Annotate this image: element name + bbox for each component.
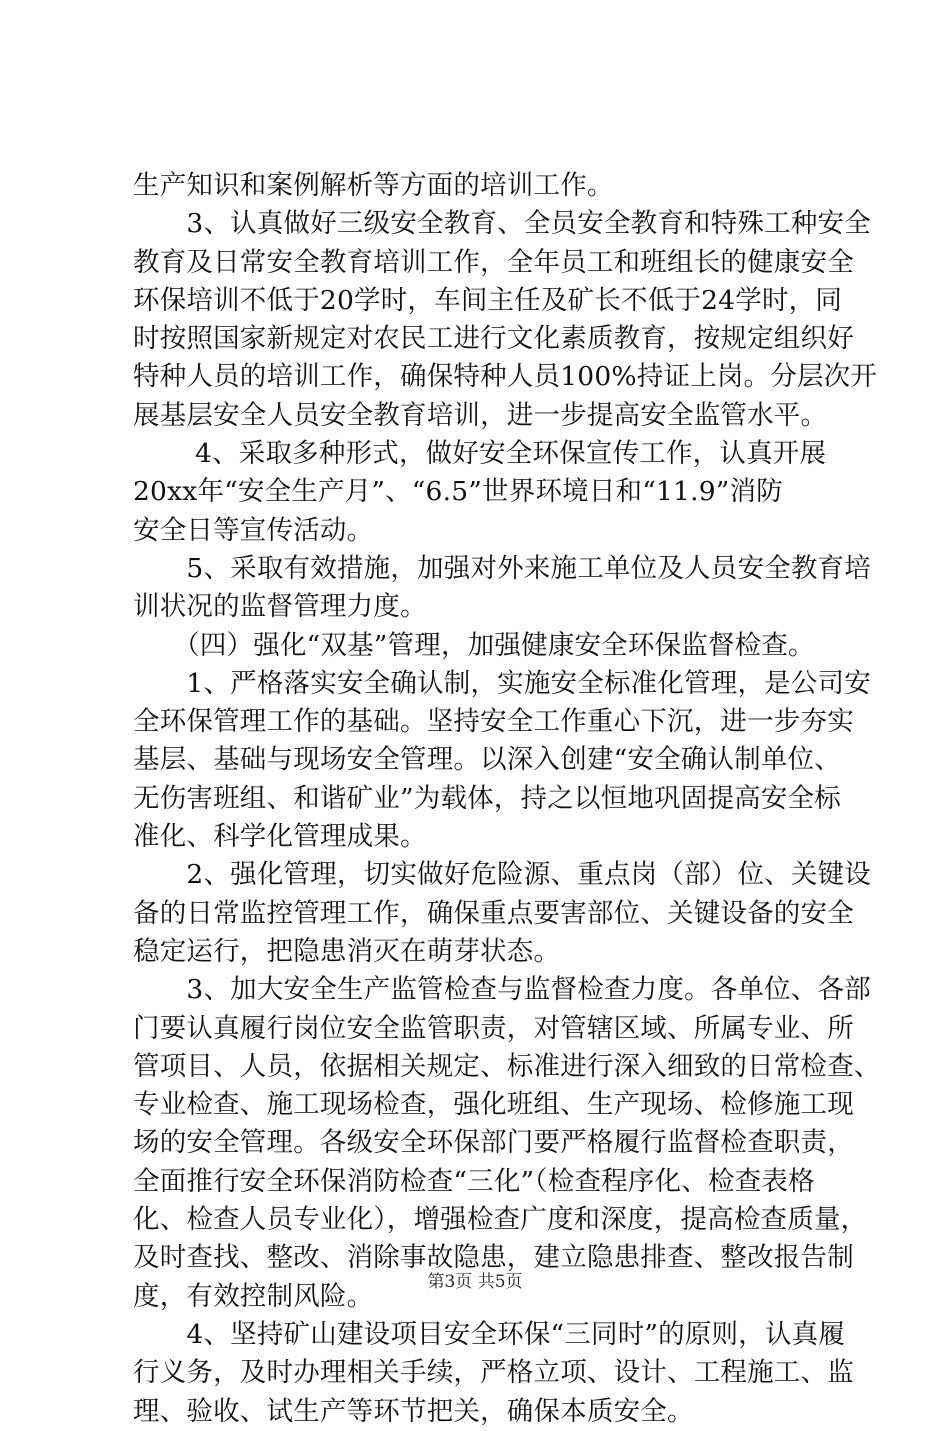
text-line: 生产知识和案例解析等方面的培训工作。 <box>133 170 614 201</box>
text-line: 5、采取有效措施，加强对外来施工单位及人员安全教育培 <box>133 552 871 584</box>
text-line: 全面推行安全环保消防检查“三化”（检查程序化、检查表格 <box>133 1165 815 1197</box>
text-line: 场的安全管理。各级安全环保部门要严格履行监督检查职责， <box>133 1127 854 1159</box>
text-line: 训状况的监督管理力度。 <box>133 591 427 623</box>
text-line: 理、验收、试生产等环节把关，确保本质安全。 <box>133 1395 694 1427</box>
text-line: 无伤害班组、和谐矿业”为载体，持之以恒地巩固提高安全标 <box>133 782 841 814</box>
text-line: 特种人员的培训工作，确保特种人员100%持证上岗。分层次开 <box>133 361 878 393</box>
text-line: 管项目、人员，依据相关规定、标准进行深入细致的日常检查、 <box>133 1050 881 1082</box>
text-line: 20xx年“安全生产月”、“6.5”世界环境日和“11.9”消防 <box>133 476 783 508</box>
document-body <box>133 167 881 1431</box>
text-line: 3、认真做好三级安全教育、全员安全教育和特殊工种安全 <box>133 208 871 240</box>
page-number-footer: 第3页 共5页 <box>427 1272 523 1292</box>
text-line: 及时查找、整改、消除事故隐患，建立隐患排查、整改报告制 <box>133 1242 854 1274</box>
text-line: 环保培训不低于20学时，车间主任及矿长不低于24学时，同 <box>133 284 843 316</box>
text-line: 时按照国家新规定对农民工进行文化素质教育，按规定组织好 <box>133 323 854 355</box>
text-line: 展基层安全人员安全教育培训，进一步提高安全监管水平。 <box>133 399 828 431</box>
text-line: 4、坚持矿山建设项目安全环保“三同时”的原则，认真履 <box>133 1318 846 1350</box>
text-line: 行义务，及时办理相关手续，严格立项、设计、工程施工、监 <box>133 1357 854 1389</box>
text-line: 备的日常监控管理工作，确保重点要害部位、关键设备的安全 <box>133 897 854 929</box>
text-line: 门要认真履行岗位安全监管职责，对管辖区域、所属专业、所 <box>133 1012 854 1044</box>
text-line: 4、采取多种形式，做好安全环保宣传工作，认真开展 <box>133 438 827 470</box>
text-line: 安全日等宣传活动。 <box>133 514 374 546</box>
text-line: 3、加大安全生产监管检查与监督检查力度。各单位、各部 <box>133 974 871 1006</box>
text-line: 专业检查、施工现场检查，强化班组、生产现场、检修施工现 <box>133 1089 854 1121</box>
text-line: 化、检查人员专业化），增强检查广度和深度，提高检查质量， <box>133 1204 868 1236</box>
text-line: 基层、基础与现场安全管理。以深入创建“安全确认制单位、 <box>133 744 841 776</box>
text-line: 稳定运行，把隐患消灭在萌芽状态。 <box>133 935 561 967</box>
text-line: 全环保管理工作的基础。坚持安全工作重心下沉，进一步夯实 <box>133 706 854 738</box>
text-line: 准化、科学化管理成果。 <box>133 821 427 853</box>
text-line: 度，有效控制风险。 <box>133 1280 374 1312</box>
section-heading: （四）强化“双基”管理，加强健康安全环保监督检查。 <box>133 629 815 661</box>
text-line: 1、严格落实安全确认制，实施安全标准化管理，是公司安 <box>133 667 871 699</box>
text-line: 2、强化管理，切实做好危险源、重点岗（部）位、关键设 <box>133 859 871 891</box>
text-line: 教育及日常安全教育培训工作，全年员工和班组长的健康安全 <box>133 246 854 278</box>
